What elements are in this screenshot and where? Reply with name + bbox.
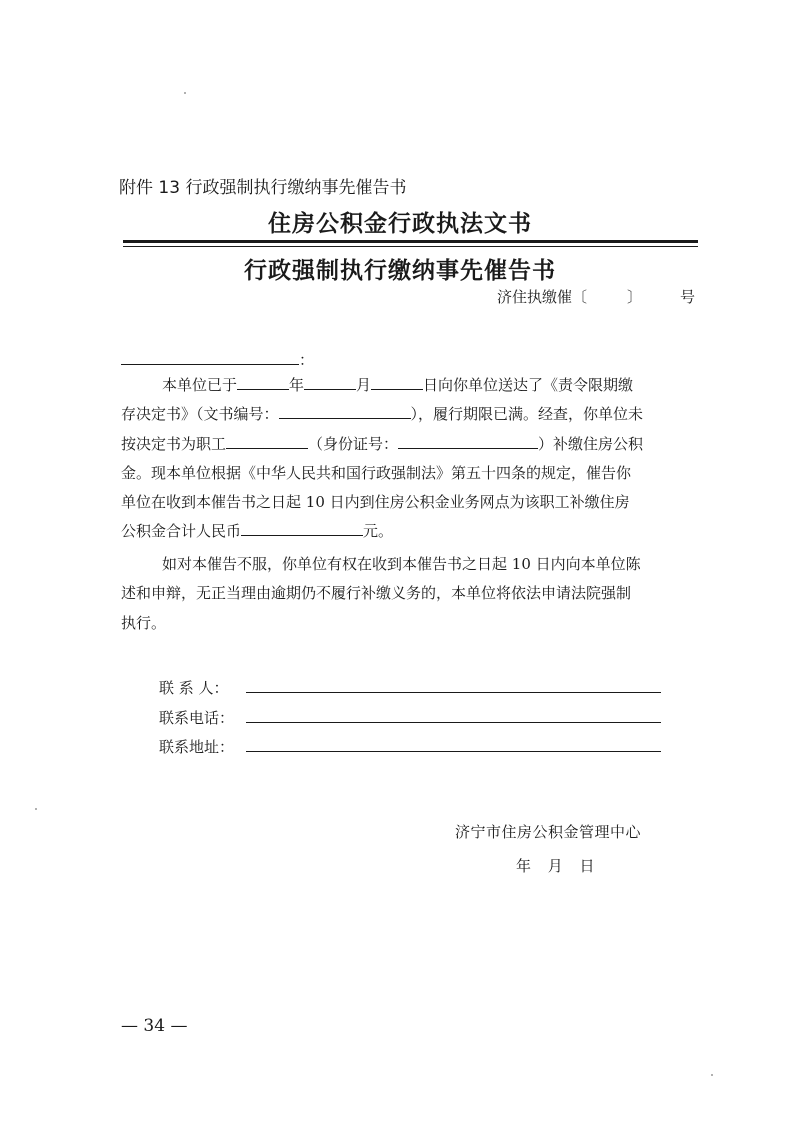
body-line: 如对本催告不服，你单位有权在收到本催告书之日起 10 日内向本单位陈 (162, 555, 641, 573)
recipient-line (121, 349, 314, 370)
body-line (121, 371, 701, 400)
issue-date: 年 月 日 (516, 857, 595, 875)
day-blank (371, 375, 423, 390)
body-line: 述和申辩，无正当理由逾期仍不履行补缴义务的，本单位将依法申请法院强制 (121, 584, 632, 603)
body-line: 单位在收到本催告书之日起 10 日内到住房公积金业务网点为该职工补缴住房 (121, 493, 630, 512)
year-blank (237, 375, 289, 390)
scan-speck (184, 92, 186, 94)
text-segment: 本单位已于 (162, 376, 238, 394)
body-line: 金。现本单位根据《中华人民共和国行政强制法》第五十四条的规定，催告你 (121, 463, 632, 482)
document-number (497, 286, 695, 307)
employee-name-blank (226, 434, 308, 449)
contact-address-line (246, 751, 661, 752)
text-segment: 按决定书为职工 (121, 434, 227, 453)
contact-phone-label: 联系电话： (159, 709, 235, 727)
body-line (121, 400, 701, 429)
doc-number-suffix: 号 (679, 288, 695, 306)
text-segment: 存决定书》（文书编号： (121, 405, 279, 424)
text-segment: 元。 (363, 522, 394, 541)
doc-number-close: 〕 (626, 288, 642, 306)
contact-address-label: 联系地址： (159, 738, 235, 756)
contact-person-row (159, 677, 246, 698)
page-number: — 34 — (121, 1016, 188, 1036)
contact-address-row (159, 736, 246, 757)
body-line (121, 430, 701, 459)
text-segment: ）补缴住房公积 (538, 434, 644, 453)
recipient-blank (121, 350, 299, 365)
contact-phone-line (246, 722, 661, 723)
contact-person-label: 联 系 人： (159, 679, 229, 697)
scan-speck (35, 808, 37, 810)
text-segment: 公积金合计人民币 (121, 522, 242, 541)
document-number-blank (279, 404, 411, 419)
header-rule-thin (123, 246, 698, 247)
contact-phone-row (159, 707, 246, 728)
id-number-blank (398, 434, 538, 449)
text-segment: （身份证号： (308, 434, 399, 453)
text-segment: 月 (356, 376, 372, 394)
contact-person-line (246, 692, 661, 693)
amount-blank (241, 521, 363, 536)
text-segment: 日向你单位送达了《责令限期缴 (423, 376, 634, 394)
text-segment: ），履行期限已满。经查，你单位未 (410, 405, 644, 424)
document-header-main: 住房公积金行政执法文书 (268, 210, 532, 237)
doc-number-prefix: 济住执缴催〔 (496, 288, 587, 306)
recipient-colon: ： (299, 351, 315, 369)
header-rule-thick (123, 240, 698, 243)
attachment-title: 附件 13 行政强制执行缴纳事先催告书 (119, 178, 407, 198)
text-segment: 年 (289, 376, 305, 394)
body-paragraph-1 (121, 371, 701, 547)
document-title: 行政强制执行缴纳事先催告书 (244, 257, 556, 284)
body-line: 执行。 (121, 613, 167, 632)
month-blank (304, 375, 356, 390)
body-line (121, 517, 701, 546)
issuing-organization: 济宁市住房公积金管理中心 (455, 823, 642, 841)
body-paragraph-2 (121, 550, 701, 638)
scan-speck (711, 1074, 713, 1076)
